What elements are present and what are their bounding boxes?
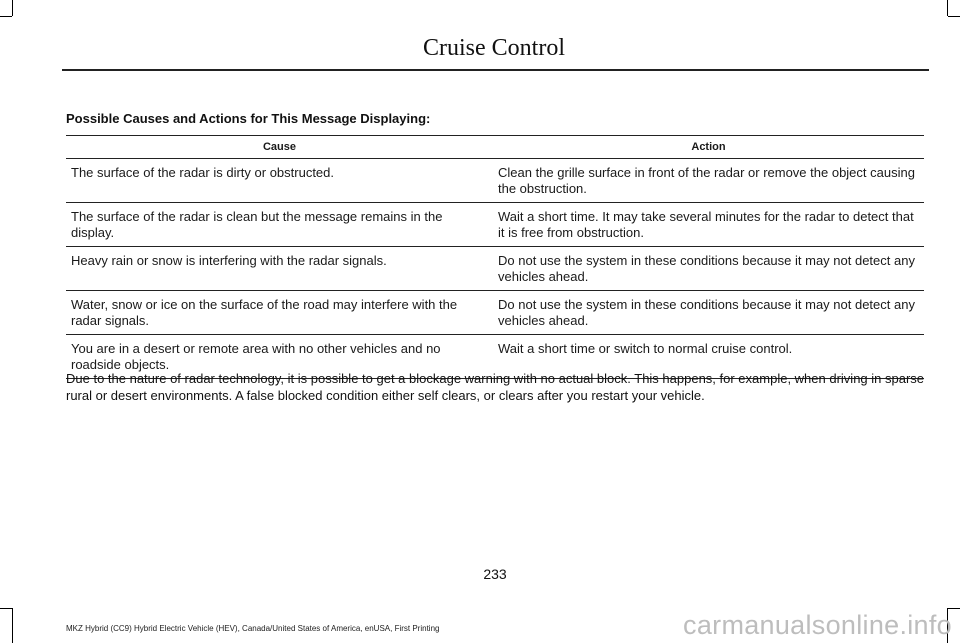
causes-actions-table: [66, 135, 924, 379]
cause-cell: Heavy rain or snow is interfering with the radar signals.: [66, 247, 493, 291]
table-row: [66, 247, 924, 291]
action-cell: Do not use the system in these conditions because it may not detect any vehicles ahead.: [493, 291, 924, 335]
crop-mark-top-right: [948, 16, 960, 17]
section-heading: Possible Causes and Actions for This Message Displaying:: [66, 111, 431, 126]
cause-cell: Water, snow or ice on the surface of the road may interfere with the radar signals.: [66, 291, 493, 335]
column-header-cause: Cause: [66, 136, 493, 159]
action-cell: Wait a short time or switch to normal cruise control.: [493, 335, 924, 379]
cause-cell: You are in a desert or remote area with no other vehicles and no roadside objects.: [66, 335, 493, 379]
table-row: [66, 203, 924, 247]
page-title: Cruise Control: [423, 35, 565, 61]
crop-mark-bottom-left: [0, 608, 12, 609]
crop-mark-bottom-left: [12, 608, 13, 643]
watermark-link[interactable]: carmanualsonline.info: [683, 610, 952, 640]
crop-mark-bottom-right: [948, 608, 960, 609]
printing-info: MKZ Hybrid (CC9) Hybrid Electric Vehicle (HEV), Canada/United States of America, enUSA, First Printing: [66, 624, 440, 633]
title-divider: [62, 69, 929, 71]
crop-mark-top-left: [0, 16, 12, 17]
action-cell: Clean the grille surface in front of the radar or remove the object causing the obstruction.: [493, 159, 924, 203]
table-row: [66, 159, 924, 203]
explanatory-note: Due to the nature of radar technology, it is possible to get a blockage warning with no actual block. This happens, for example, when driving in sparse rural or desert environments. A false blocked condition either self clears, or clears after you restart your vehicle.: [66, 371, 925, 403]
cause-cell: The surface of the radar is dirty or obstructed.: [66, 159, 493, 203]
crop-mark-top-left: [12, 0, 13, 16]
page-number: 233: [483, 566, 507, 582]
table-row: [66, 291, 924, 335]
action-cell: Do not use the system in these conditions because it may not detect any vehicles ahead.: [493, 247, 924, 291]
column-header-action: Action: [493, 136, 924, 159]
action-cell: Wait a short time. It may take several minutes for the radar to detect that it is free from obstruction.: [493, 203, 924, 247]
cause-cell: The surface of the radar is clean but the message remains in the display.: [66, 203, 493, 247]
crop-mark-top-right: [947, 0, 948, 16]
table-header-row: [66, 136, 924, 159]
